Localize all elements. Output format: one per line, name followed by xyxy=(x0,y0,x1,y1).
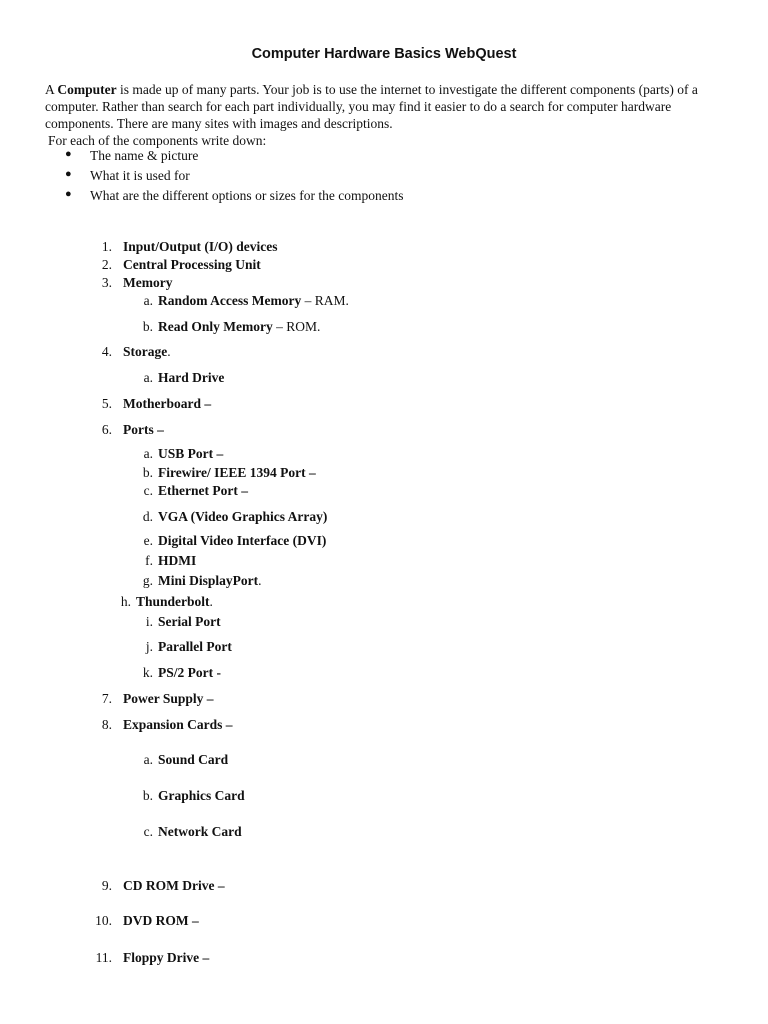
item-label: Memory xyxy=(123,275,173,290)
item-content xyxy=(158,318,320,336)
item-marker: h. xyxy=(120,594,131,609)
item-content xyxy=(123,395,211,413)
item-content xyxy=(158,532,326,550)
item-content xyxy=(158,445,223,463)
item-content xyxy=(158,292,349,310)
item-content xyxy=(136,593,213,611)
item-marker: 10. xyxy=(95,913,112,928)
item-label: USB Port – xyxy=(158,446,224,461)
item-label: Floppy Drive – xyxy=(123,950,210,965)
item-content xyxy=(158,464,316,482)
item-content xyxy=(158,613,221,631)
bullet-text: What are the different options or sizes for the components xyxy=(90,188,404,203)
intro-keyword: Computer xyxy=(57,82,117,97)
intro-text: is made up of many parts. Your job is to use the internet to investigate the different components (parts) of a computer. Rather than search for each part individually, you may find it easier to do a search for computer hardware components. There are many sites with images and descriptions. xyxy=(45,82,698,131)
item-marker: f. xyxy=(145,553,153,568)
item-marker: 9. xyxy=(101,878,112,893)
item-marker: 6. xyxy=(101,422,112,437)
item-marker: a. xyxy=(143,446,153,461)
item-marker: i. xyxy=(145,614,153,629)
item-marker: j. xyxy=(145,639,153,654)
item-label: Network Card xyxy=(158,824,242,839)
item-label: Random Access Memory xyxy=(158,293,302,308)
item-marker: 7. xyxy=(101,691,112,706)
item-suffix: . xyxy=(209,594,213,609)
item-label: HDMI xyxy=(158,553,197,568)
item-marker: d. xyxy=(142,509,153,524)
item-content xyxy=(123,949,209,967)
item-marker: 3. xyxy=(101,275,112,290)
item-content xyxy=(123,238,278,256)
item-content xyxy=(123,256,261,274)
item-content xyxy=(123,716,233,734)
item-suffix: . xyxy=(258,573,262,588)
item-marker: a. xyxy=(143,370,153,385)
item-marker: a. xyxy=(143,293,153,308)
item-label: PS/2 Port - xyxy=(158,665,221,680)
item-marker: a. xyxy=(143,752,153,767)
item-label: CD ROM Drive – xyxy=(123,878,225,893)
item-label: Expansion Cards – xyxy=(123,717,233,732)
item-label: VGA (Video Graphics Array) xyxy=(158,509,328,524)
intro-prefix: A xyxy=(45,82,58,97)
item-label: Sound Card xyxy=(158,752,229,767)
item-content xyxy=(158,638,232,656)
item-content xyxy=(123,690,214,708)
item-content xyxy=(123,421,164,439)
item-content xyxy=(158,482,248,500)
item-label: Ports – xyxy=(123,422,164,437)
item-content xyxy=(158,823,242,841)
instruction-line: For each of the components write down: xyxy=(48,133,267,148)
item-marker: 8. xyxy=(101,717,112,732)
item-marker: k. xyxy=(142,665,153,680)
document-title: Computer Hardware Basics WebQuest xyxy=(251,46,517,62)
item-label: Read Only Memory xyxy=(158,319,273,334)
item-label: Hard Drive xyxy=(158,370,225,385)
bullet-dot-icon: ● xyxy=(65,168,72,180)
item-label: Parallel Port xyxy=(158,639,232,654)
item-label: Firewire/ IEEE 1394 Port – xyxy=(158,465,316,480)
item-marker: 5. xyxy=(101,396,112,411)
item-marker: e. xyxy=(143,533,153,548)
item-label: Power Supply – xyxy=(123,691,214,706)
item-marker: c. xyxy=(143,483,153,498)
item-label: Thunderbolt xyxy=(136,594,210,609)
bullet-dot-icon: ● xyxy=(65,148,72,160)
item-label: Digital Video Interface (DVI) xyxy=(158,533,327,548)
item-content xyxy=(158,552,196,570)
item-content xyxy=(123,912,199,930)
item-suffix: – RAM. xyxy=(301,293,349,308)
item-marker: b. xyxy=(142,319,153,334)
item-label: Ethernet Port – xyxy=(158,483,248,498)
item-marker: b. xyxy=(142,788,153,803)
item-marker: c. xyxy=(143,824,153,839)
item-content xyxy=(158,664,221,682)
item-marker: 11. xyxy=(95,950,112,965)
item-suffix: – ROM. xyxy=(272,319,321,334)
intro-section xyxy=(45,81,735,149)
bullet-text: The name & picture xyxy=(90,148,199,163)
item-content xyxy=(158,508,327,526)
item-content xyxy=(158,787,245,805)
item-label: Mini DisplayPort xyxy=(158,573,259,588)
bullet-dot-icon: ● xyxy=(65,188,72,200)
item-label: Central Processing Unit xyxy=(123,257,261,272)
item-label: Storage xyxy=(123,344,168,359)
item-content xyxy=(158,572,262,590)
item-label: Serial Port xyxy=(158,614,221,629)
item-label: Graphics Card xyxy=(158,788,245,803)
item-content xyxy=(158,369,224,387)
item-content xyxy=(158,751,228,769)
item-content xyxy=(123,877,225,895)
item-content xyxy=(123,274,172,292)
item-label: Input/Output (I/O) devices xyxy=(123,239,278,254)
item-marker: g. xyxy=(142,573,153,588)
bullet-text: What it is used for xyxy=(90,168,190,183)
item-marker: b. xyxy=(142,465,153,480)
item-marker: 4. xyxy=(101,344,112,359)
intro-paragraph xyxy=(45,81,735,132)
item-content xyxy=(123,343,171,361)
item-label: Motherboard – xyxy=(123,396,212,411)
item-marker: 2. xyxy=(101,257,112,272)
item-marker: 1. xyxy=(101,239,112,254)
item-label: DVD ROM – xyxy=(123,913,199,928)
item-suffix: . xyxy=(167,344,171,359)
